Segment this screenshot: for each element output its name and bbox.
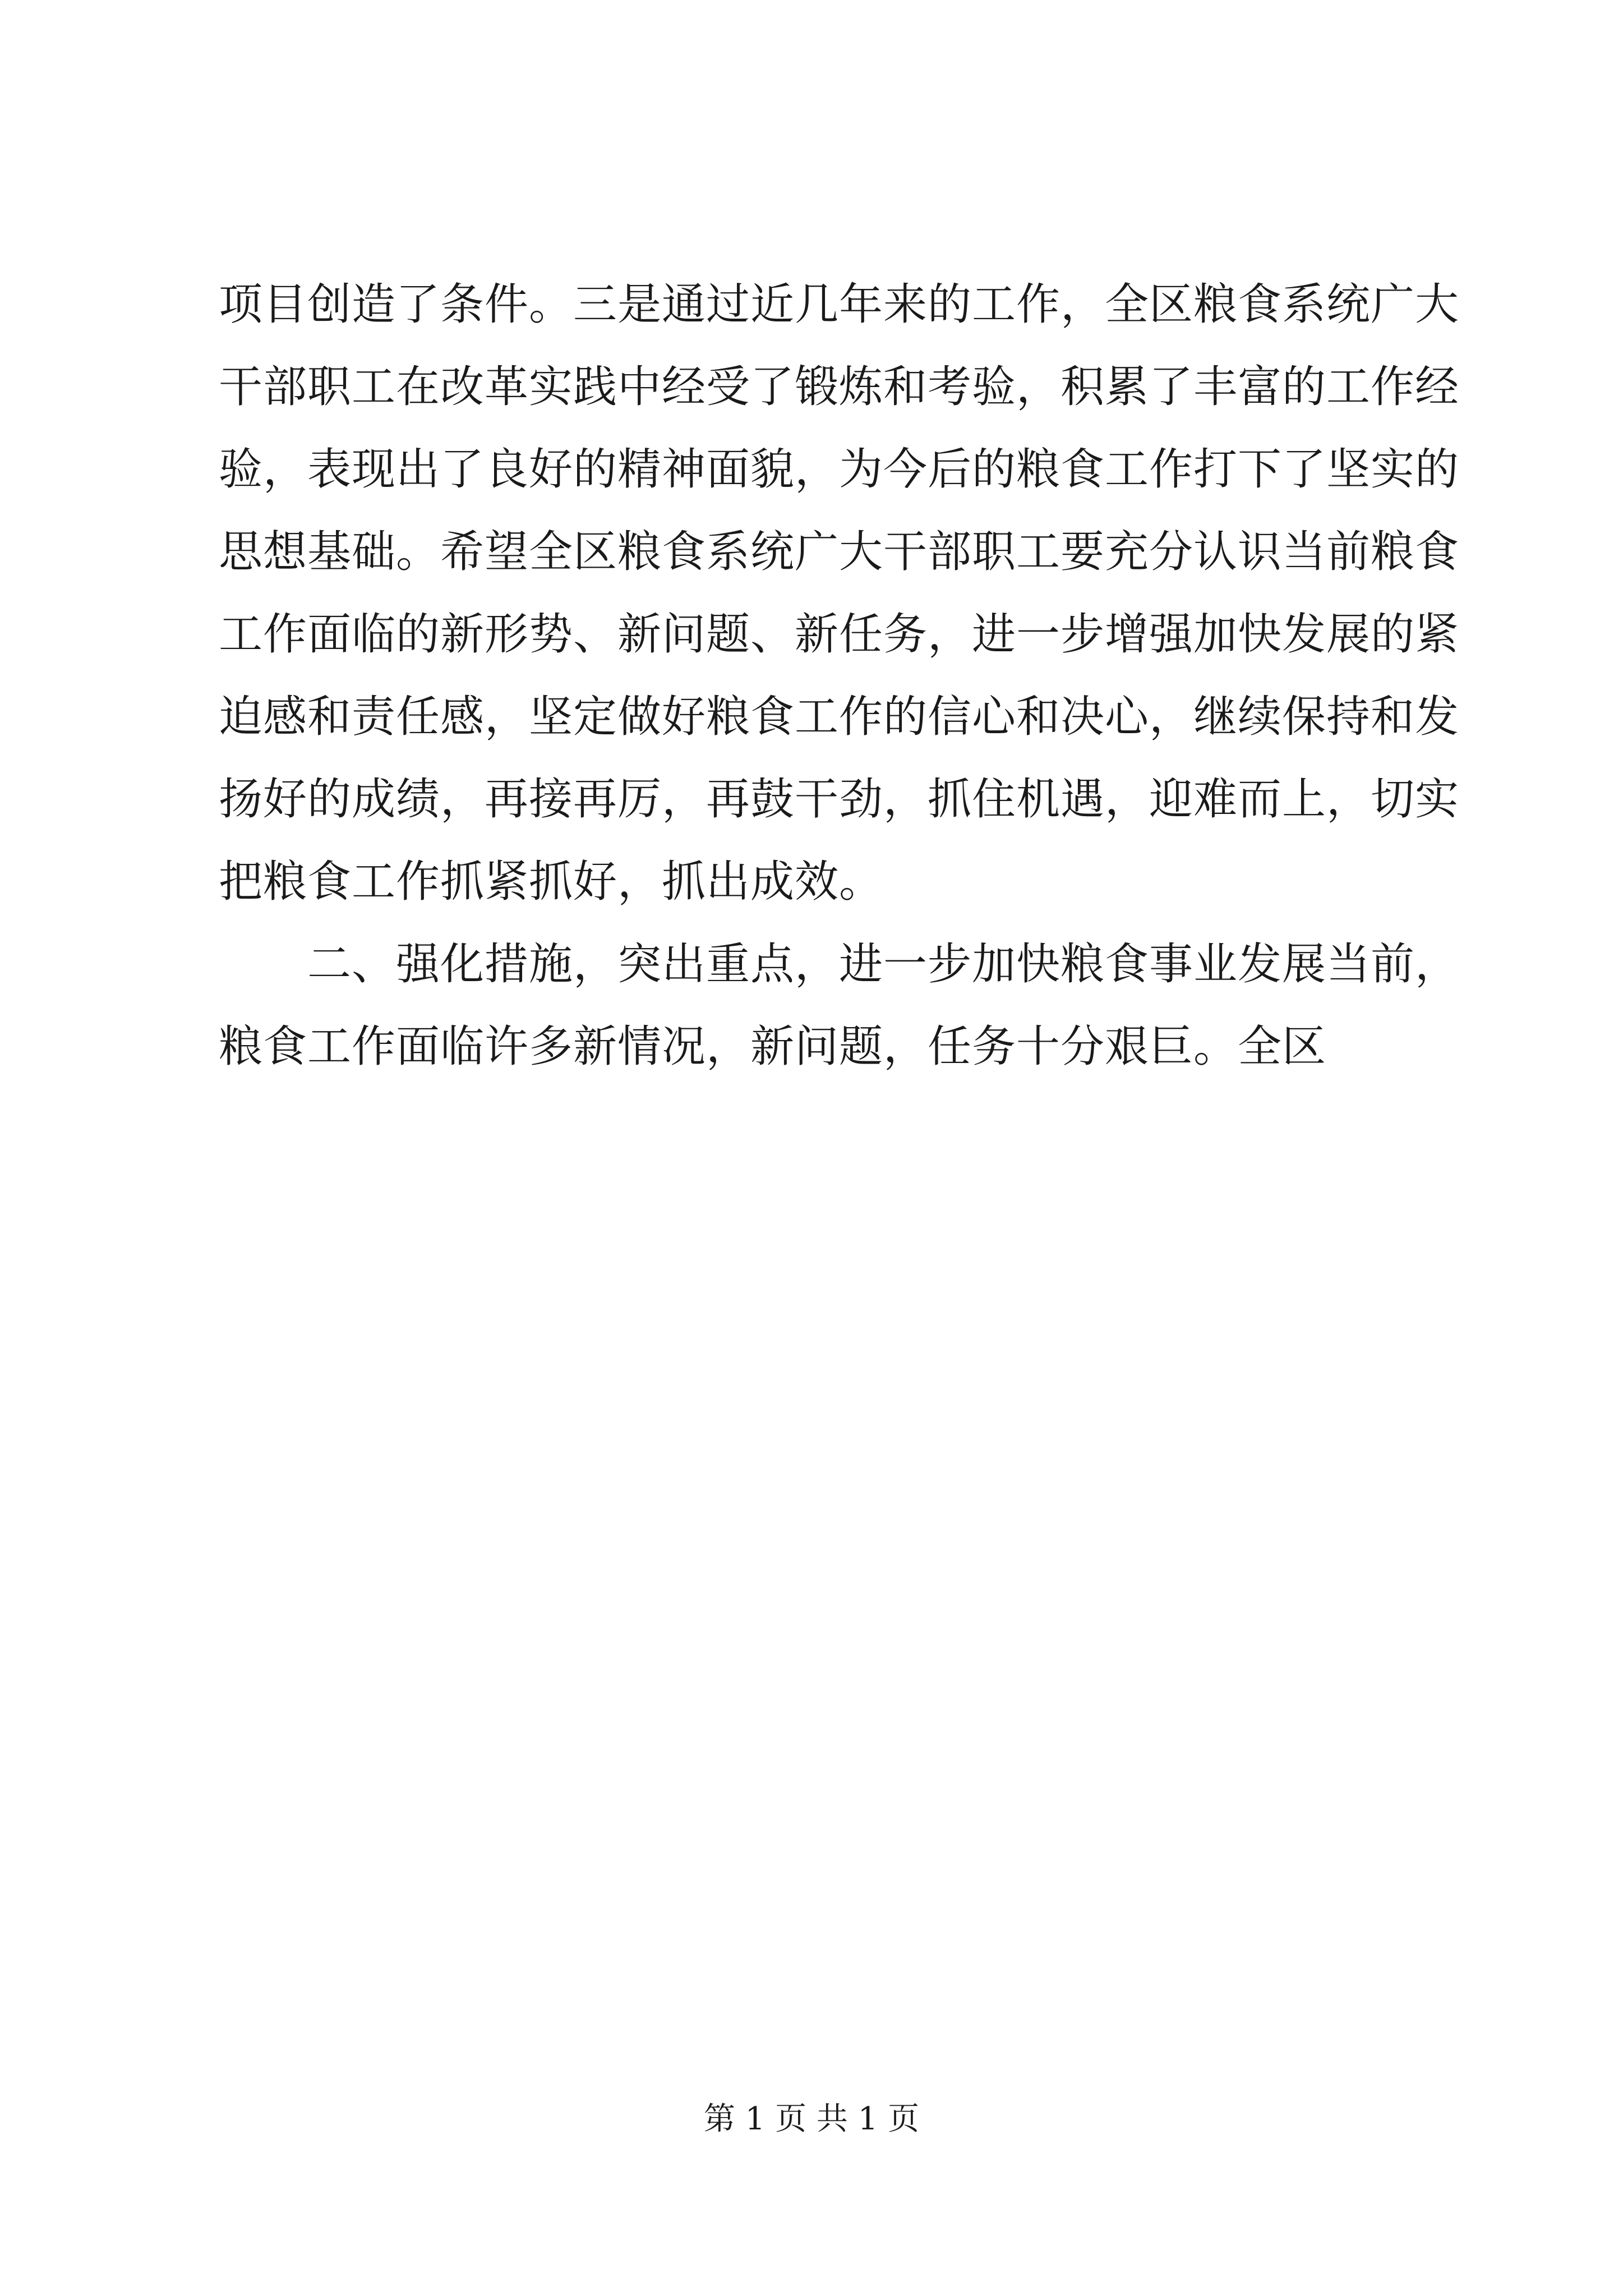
text-line: 粮食工作面临许多新情况，新问题，任务十分艰巨。全区: [219, 1022, 1327, 1072]
document-body: [219, 264, 1460, 1088]
paragraph-2: [219, 923, 1460, 1088]
text-line: 干部职工在改革实践中经受了锻炼和考验，积累了丰富的工作经: [219, 362, 1460, 412]
text-line: 迫感和责任感，坚定做好粮食工作的信心和决心，继续保持和发: [219, 692, 1460, 742]
text-line: 工作面临的新形势、新问题、新任务，进一步增强加快发展的紧: [219, 609, 1460, 660]
page-number-label: 第 1 页 共 1 页: [703, 2101, 920, 2137]
text-line: 思想基础。希望全区粮食系统广大干部职工要充分认识当前粮食: [219, 527, 1460, 577]
text-line: 把粮食工作抓紧抓好，抓出成效。: [219, 857, 884, 907]
text-line-indented: 二、强化措施，突出重点，进一步加快粮食事业发展当前，: [307, 939, 1460, 990]
text-line: 验，表现出了良好的精神面貌，为今后的粮食工作打下了坚实的: [219, 444, 1460, 495]
text-line: 项目创造了条件。三是通过近几年来的工作，全区粮食系统广大: [219, 279, 1460, 330]
text-line: 扬好的成绩，再接再厉，再鼓干劲，抓住机遇，迎难而上，切实: [219, 774, 1460, 825]
page-footer: [0, 2097, 1623, 2142]
paragraph-1: [219, 264, 1460, 923]
